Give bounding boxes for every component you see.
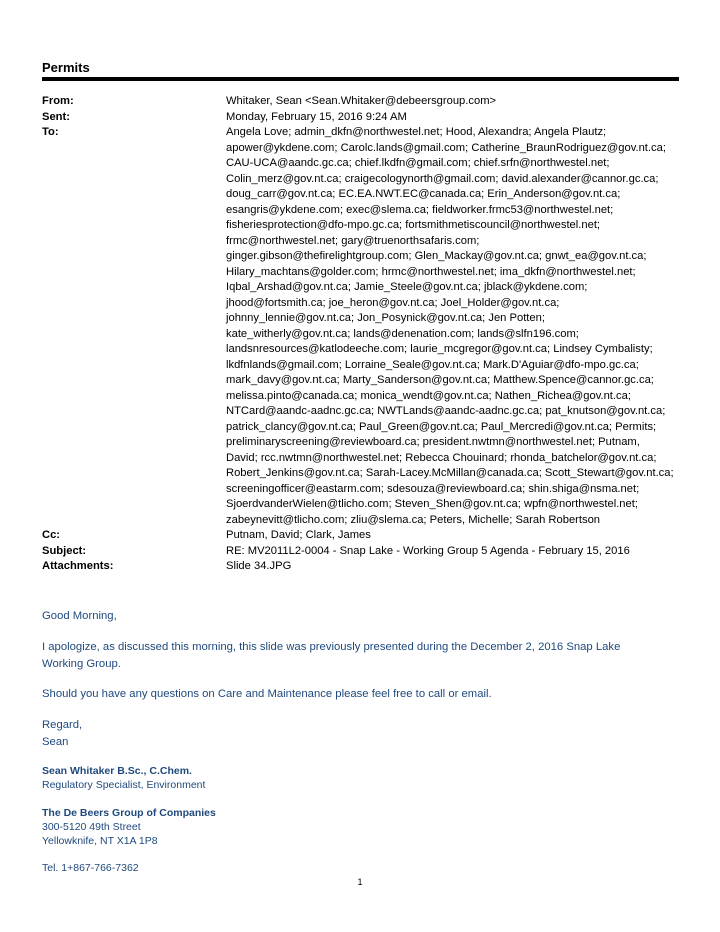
to-recipient-line: kate_witherly@gov.nt.ca; lands@denenation.com; lands@slfn196.com; [226,327,579,340]
closing: Regard, [42,719,83,731]
body-paragraph-1-line-2: Working Group. [42,658,121,670]
signature-phone: Tel. 1+867-766-7362 [42,862,139,874]
signature-company: The De Beers Group of Companies [42,807,216,819]
signature-name: Sean Whitaker B.Sc., C.Chem. [42,765,192,777]
signature-address-line-2: Yellowknife, NT X1A 1P8 [42,835,158,847]
closing-name: Sean [42,736,69,748]
to-recipient-line: David; rcc.nwtmn@northwestel.net; Rebecca Chouinard; rhonda_batchelor@gov.nt.ca; [226,451,657,464]
to-recipient-line: Colin_merz@gov.nt.ca; craigecologynorth@gmail.com; david.alexander@cannor.gc.ca; [226,172,659,185]
cc-value: Putnam, David; Clark, James [226,529,371,541]
to-recipient-line: Robert_Jenkins@gov.nt.ca; Sarah-Lacey.McMillan@canada.ca; Scott_Stewart@gov.nt.ca; [226,467,674,479]
to-recipient-line: patrick_clancy@gov.nt.ca; Paul_Green@gov.nt.ca; Paul_Mercredi@gov.nt.ca; Permits; [226,420,657,433]
to-recipient-line: mark_davy@gov.nt.ca; Marty_Sanderson@gov.nt.ca; Matthew.Spence@cannor.gc.ca; [226,374,654,386]
to-recipient-line: screeningofficer@eastarm.com; sdesouza@reviewboard.ca; shin.shiga@nsma.net; [226,482,640,495]
to-recipient-line: landsnresources@katlodeeche.com; laurie_mcgregor@gov.nt.ca; Lindsey Cymbalisty; [226,343,653,355]
sent-value: Monday, February 15, 2016 9:24 AM [226,110,407,123]
subject-value: RE: MV2011L2-0004 - Snap Lake - Working Group 5 Agenda - February 15, 2016 [226,544,630,557]
to-recipient-line: Angela Love; admin_dkfn@northwestel.net; Hood, Alexandra; Angela Plautz; [226,126,607,138]
to-recipient-line: doug_carr@gov.nt.ca; EC.EA.NWT.EC@canada.ca; Erin_Anderson@gov.nt.ca; [226,188,621,200]
page-title: Permits [42,60,90,75]
to-recipient-line: frmc@northwestel.net; gary@truenorthsafaris.com; [226,234,480,247]
title-divider [42,77,679,81]
cc-label: Cc: [42,529,61,541]
to-recipient-line: melissa.pinto@canada.ca; monica_wendt@gov.nt.ca; Nathen_Richea@gov.nt.ca; [226,389,631,402]
body-paragraph-2: Should you have any questions on Care and Maintenance please feel free to call or email. [42,688,492,700]
to-recipient-line: esangris@ykdene.com; exec@slema.ca; fieldworker.frmc53@northwestel.net; [226,203,614,216]
from-row [42,94,682,110]
attachment-file[interactable]: Slide 34.JPG [226,560,292,572]
greeting: Good Morning, [42,610,117,622]
from-value: Whitaker, Sean <Sean.Whitaker@debeersgroup.com> [226,95,497,107]
sent-row [42,110,682,126]
cc-row [42,528,682,544]
to-recipient-line: lkdfnlands@gmail.com; Lorraine_Seale@gov.nt.ca; Mark.D'Aguiar@dfo-mpo.gc.ca; [226,358,639,371]
signature-address-line-1: 300-5120 49th Street [42,821,141,833]
subject-row [42,544,682,560]
to-label: To: [42,126,59,138]
to-recipient-line: zabeynevitt@tlicho.com; zliu@slema.ca; Peters, Michelle; Sarah Robertson [226,513,601,526]
signature-role: Regulatory Specialist, Environment [42,779,206,791]
to-recipients [226,125,682,528]
to-recipient-line: fisheriesprotection@dfo-mpo.gc.ca; fortsmithmetiscouncil@northwestel.net; [226,219,601,231]
body-paragraph-1 [42,639,620,673]
to-recipient-line: ginger.gibson@thefirelightgroup.com; Glen_Mackay@gov.nt.ca; gnwt_ea@gov.nt.ca; [226,250,647,262]
body-paragraph-1-line-1: I apologize, as discussed this morning, this slide was previously presented during the December 2, 2016 Snap Lake [42,641,621,653]
subject-label: Subject: [42,544,87,557]
to-recipient-line: SjoerdvanderWielen@tlicho.com; Steven_Shen@gov.nt.ca; wpfn@northwestel.net; [226,498,638,510]
to-recipient-line: jhood@fortsmith.ca; joe_heron@gov.nt.ca; Joel_Holder@gov.nt.ca; [226,296,560,309]
to-recipient-line: CAU-UCA@aandc.gc.ca; chief.lkdfn@gmail.com; chief.srfn@northwestel.net; [226,157,610,169]
to-recipient-line: apower@ykdene.com; Carolc.lands@gmail.com; Catherine_BraunRodriguez@gov.nt.ca; [226,141,666,154]
sent-label: Sent: [42,110,70,123]
to-recipient-line: Iqbal_Arshad@gov.nt.ca; Jamie_Steele@gov.nt.ca; jblack@ykdene.com; [226,281,588,293]
email-header [42,94,682,575]
to-recipient-line: NTCard@aandc-aadnc.gc.ca; NWTLands@aandc-aadnc.gc.ca; pat_knutson@gov.nt.ca; [226,405,666,417]
page-number: 1 [357,877,363,887]
to-recipient-line: preliminaryscreening@reviewboard.ca; president.nwtmn@northwestel.net; Putnam, [226,436,640,448]
to-recipient-line: Hilary_machtans@golder.com; hrmc@northwestel.net; ima_dkfn@northwestel.net; [226,265,636,278]
attachments-label: Attachments: [42,560,114,572]
to-row [42,125,682,528]
attachments-row [42,559,682,575]
to-recipient-line: johnny_lennie@gov.nt.ca; Jon_Posynick@gov.nt.ca; Jen Potten; [226,312,545,324]
from-label: From: [42,95,74,107]
